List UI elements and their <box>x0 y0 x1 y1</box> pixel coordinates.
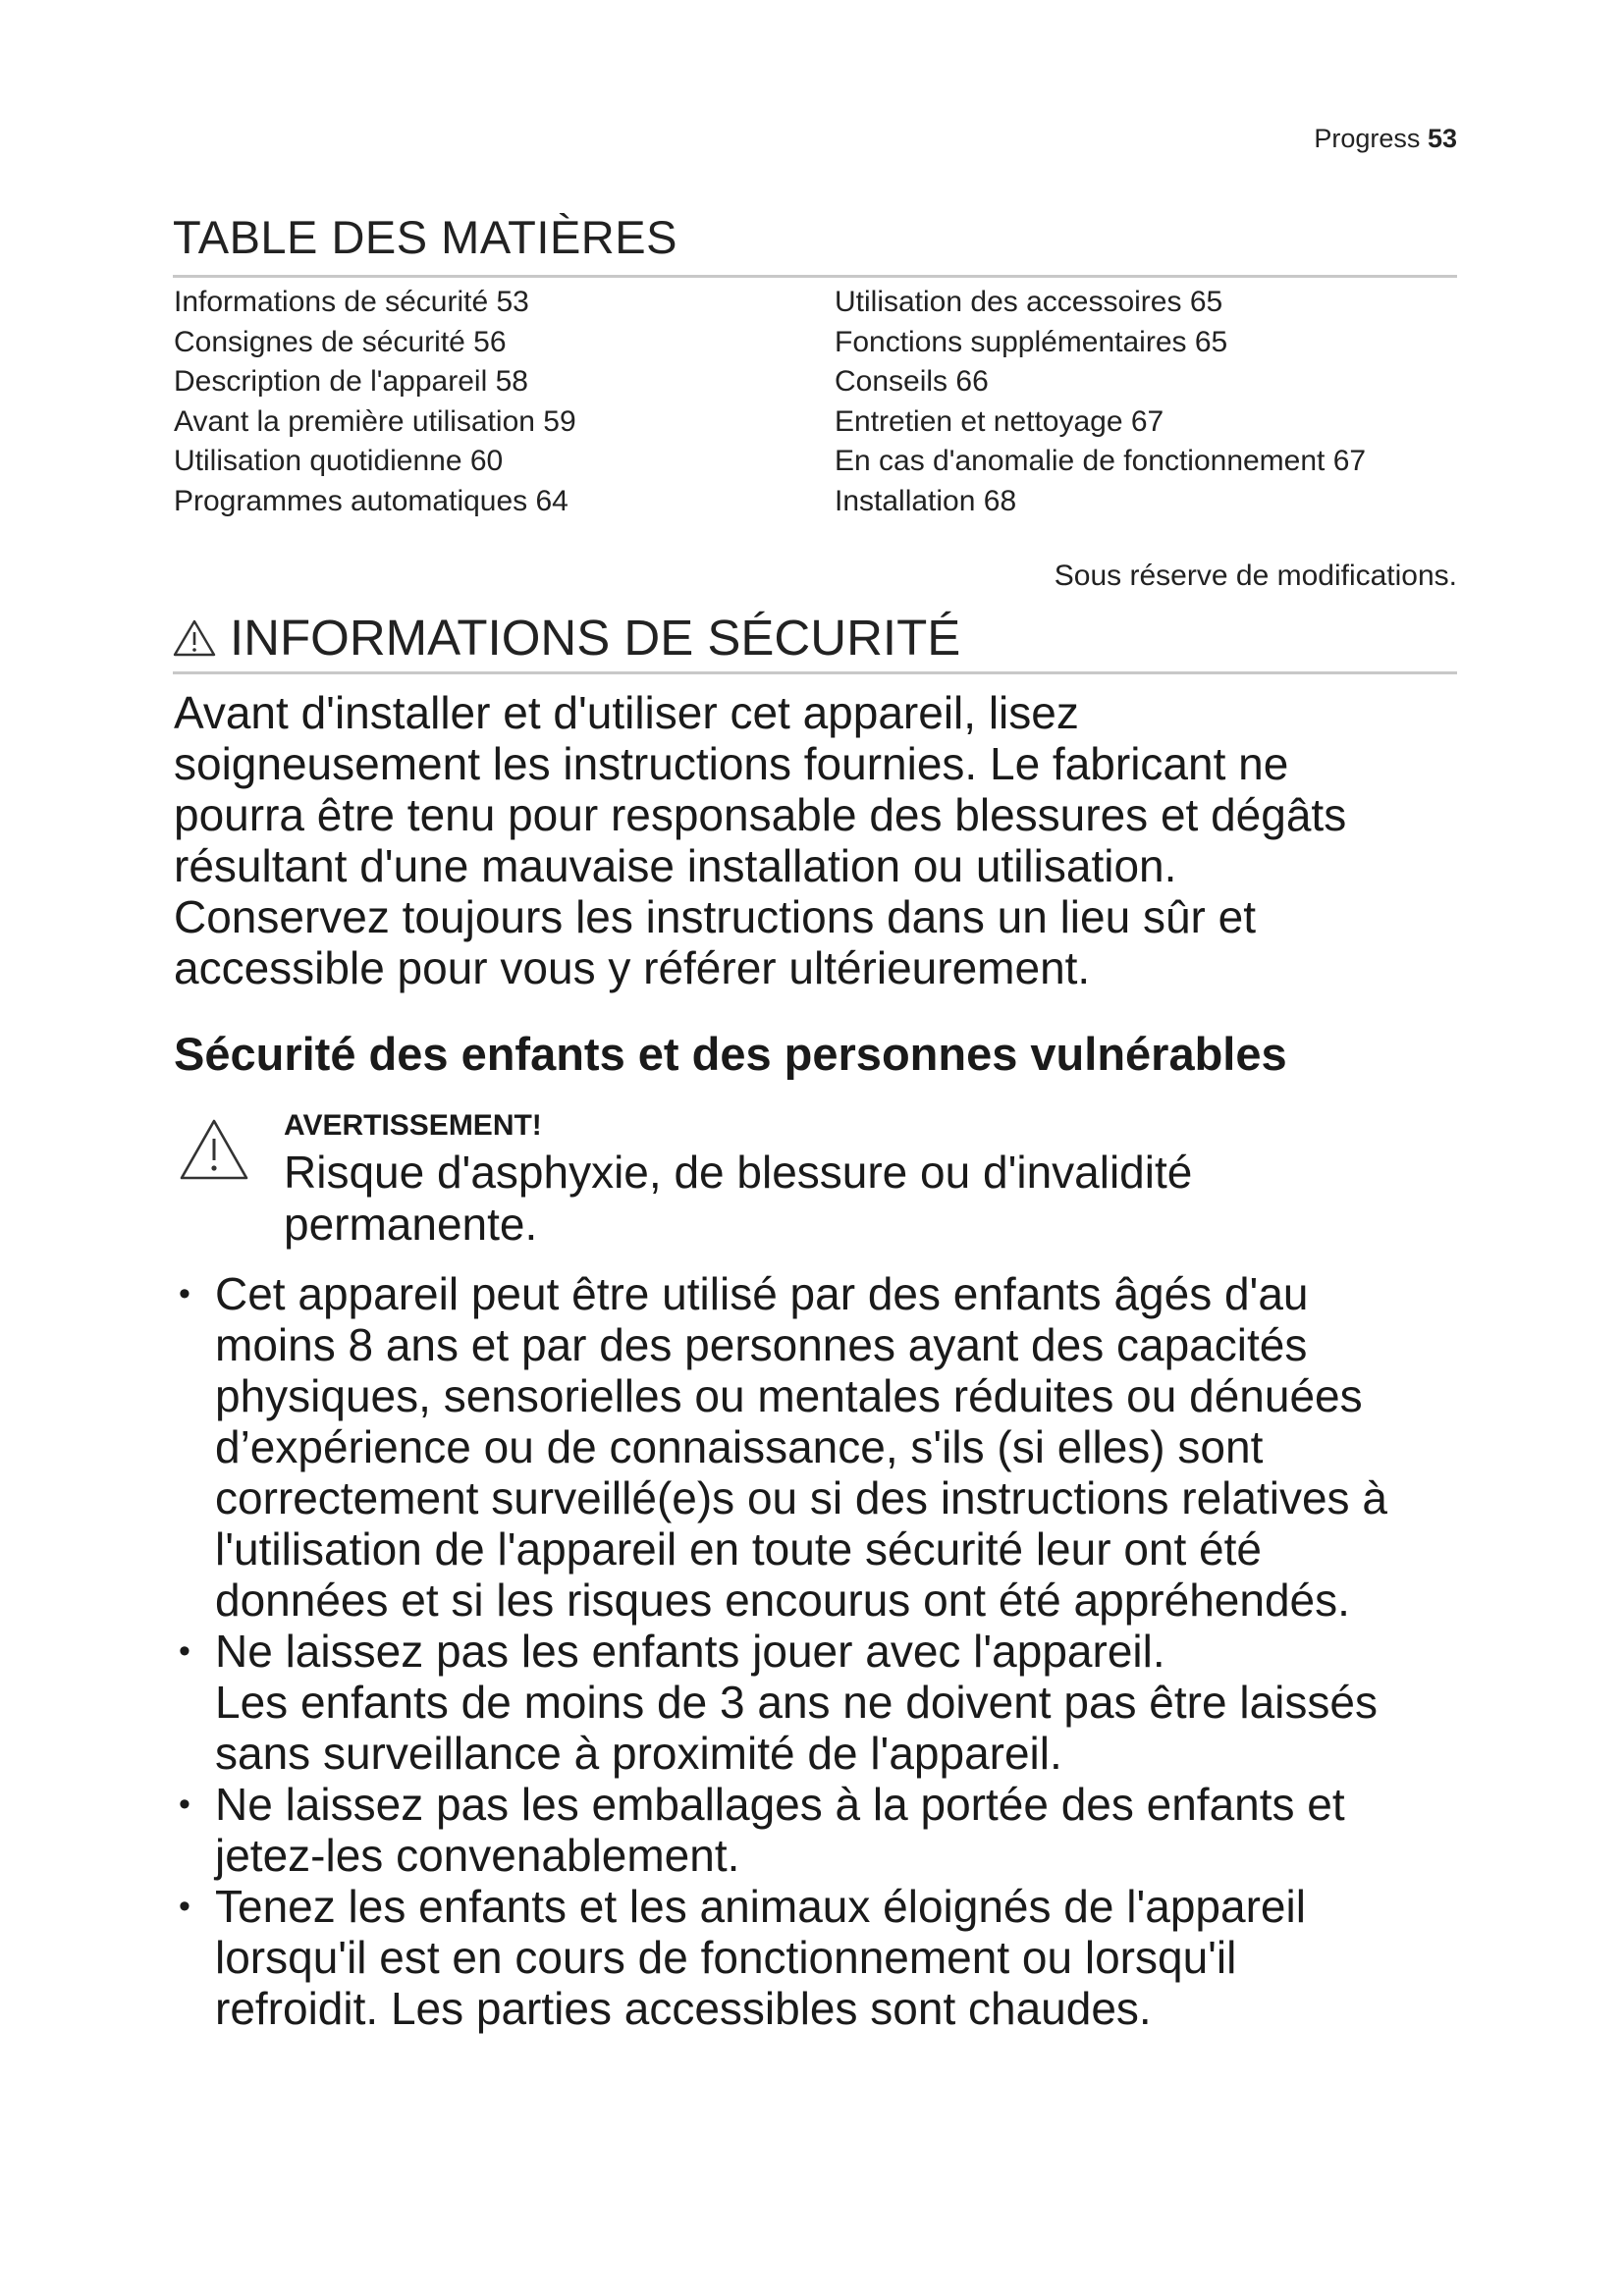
bullet-dot: • <box>179 1888 190 1925</box>
toc-column-right <box>835 283 1366 521</box>
page-number: 53 <box>1427 124 1457 153</box>
bullet-line: moins 8 ans et par des personnes ayant des capacités <box>215 1319 1308 1370</box>
bullet-line: Tenez les enfants et les animaux éloignés de l'appareil <box>215 1881 1306 1932</box>
list-item <box>174 1881 1470 2034</box>
bullet-line: Les enfants de moins de 3 ans ne doivent pas être laissés <box>215 1677 1378 1728</box>
warning-icon <box>178 1117 250 1182</box>
bullet-line: Ne laissez pas les enfants jouer avec l'appareil. <box>215 1626 1165 1677</box>
toc-entry[interactable]: Utilisation des accessoires 65 <box>835 286 1223 318</box>
running-header <box>1314 124 1457 154</box>
header-label: Progress <box>1314 124 1421 153</box>
safety-title-text: INFORMATIONS DE SÉCURITÉ <box>230 610 961 666</box>
intro-line: pourra être tenu pour responsable des blessures et dégâts <box>174 789 1347 840</box>
toc-column-left <box>174 283 576 521</box>
bullet-line: Cet appareil peut être utilisé par des enfants âgés d'au <box>215 1268 1309 1319</box>
list-item <box>174 1779 1470 1881</box>
bullet-line: données et si les risques encourus ont été appréhendés. <box>215 1575 1350 1626</box>
safety-bullet-list <box>174 1268 1470 2034</box>
bullet-line: d’expérience ou de connaissance, s'ils (si elles) sont <box>215 1421 1264 1472</box>
warning-line: Risque d'asphyxie, de blessure ou d'invalidité <box>284 1147 1193 1198</box>
disclaimer-text: Sous réserve de modifications. <box>1054 560 1457 592</box>
bullet-line: l'utilisation de l'appareil en toute sécurité leur ont été <box>215 1523 1262 1575</box>
toc-entry[interactable]: Avant la première utilisation 59 <box>174 404 576 438</box>
intro-line: accessible pour vous y référer ultérieurement. <box>174 942 1091 993</box>
toc-entry[interactable]: Description de l'appareil 58 <box>174 365 528 398</box>
bullet-line: jetez-les convenablement. <box>215 1830 740 1881</box>
safety-intro <box>174 687 1460 993</box>
list-item <box>174 1626 1470 1779</box>
warning-text <box>284 1147 1413 1251</box>
intro-line: soigneusement les instructions fournies. Le fabricant ne <box>174 738 1289 789</box>
bullet-line: sans surveillance à proximité de l'appareil. <box>215 1728 1062 1779</box>
bullet-line: lorsqu'il est en cours de fonctionnement ou lorsqu'il <box>215 1932 1237 1983</box>
toc-entry[interactable]: Utilisation quotidienne 60 <box>174 445 504 477</box>
toc-entry[interactable]: Consignes de sécurité 56 <box>174 325 507 358</box>
toc-entry[interactable]: Installation 68 <box>835 484 1017 517</box>
toc-entry[interactable]: Informations de sécurité 53 <box>174 286 529 318</box>
toc-entry[interactable]: En cas d'anomalie de fonctionnement 67 <box>835 445 1367 477</box>
bullet-dot: • <box>179 1786 190 1823</box>
subsection-title: Sécurité des enfants et des personnes vulnérables <box>174 1028 1287 1080</box>
warning-line: permanente. <box>284 1199 538 1250</box>
intro-line: Conservez toujours les instructions dans un lieu sûr et <box>174 891 1257 942</box>
bullet-line: Ne laissez pas les emballages à la portée des enfants et <box>215 1779 1345 1830</box>
bullet-dot: • <box>179 1632 190 1670</box>
bullet-dot: • <box>179 1275 190 1312</box>
toc-divider <box>173 275 1457 278</box>
toc-entry[interactable]: Programmes automatiques 64 <box>174 484 568 517</box>
toc-entry[interactable]: Fonctions supplémentaires 65 <box>835 325 1228 358</box>
warning-triangle-icon <box>173 618 216 658</box>
safety-divider <box>173 671 1457 674</box>
warning-label: AVERTISSEMENT! <box>284 1109 542 1142</box>
safety-section-title <box>173 609 960 667</box>
toc-title: TABLE DES MATIÈRES <box>173 211 677 263</box>
intro-line: résultant d'une mauvaise installation ou utilisation. <box>174 840 1177 891</box>
toc-entry[interactable]: Entretien et nettoyage 67 <box>835 404 1164 438</box>
bullet-line: correctement surveillé(e)s ou si des instructions relatives à <box>215 1472 1387 1523</box>
list-item <box>174 1268 1470 1626</box>
toc-entry[interactable]: Conseils 66 <box>835 365 989 398</box>
intro-line: Avant d'installer et d'utiliser cet appareil, lisez <box>174 687 1079 738</box>
bullet-line: physiques, sensorielles ou mentales réduites ou dénuées <box>215 1370 1363 1421</box>
bullet-line: refroidit. Les parties accessibles sont chaudes. <box>215 1983 1152 2034</box>
